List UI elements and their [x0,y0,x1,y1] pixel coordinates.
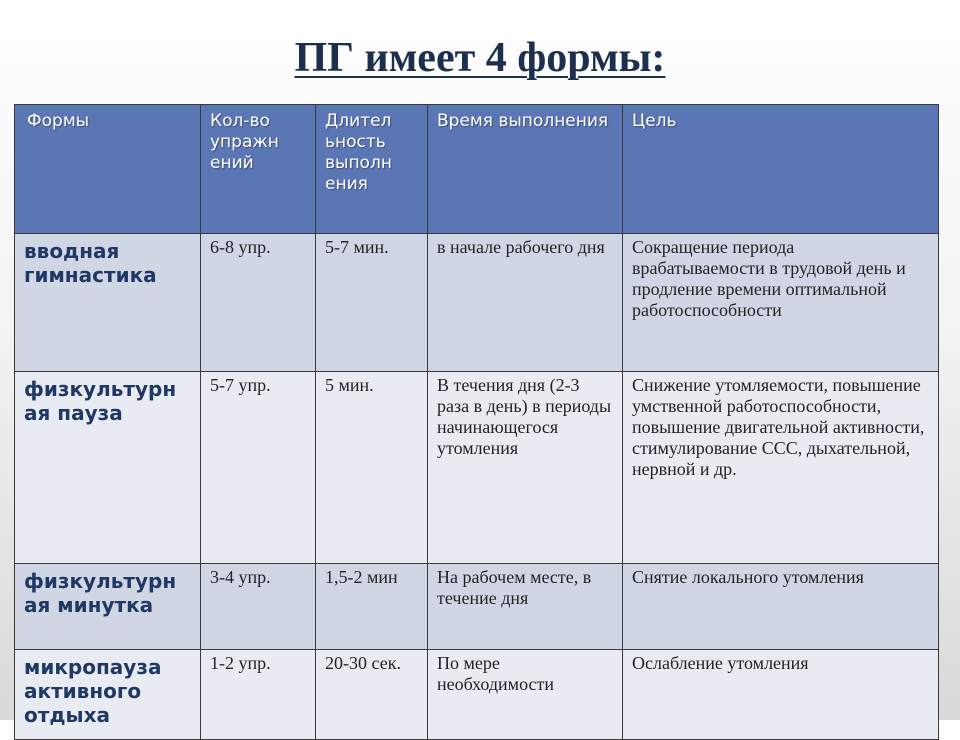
duration-cell: 5-7 мин. [316,234,428,372]
time-cell: В течения дня (2-3 раза в день) в периоды начинающегося утомления [428,372,623,564]
time-cell: в начале рабочего дня [428,234,623,372]
exercise-count-cell: 6-8 упр. [201,234,316,372]
time-cell: На рабочем месте, в течение дня [428,564,623,650]
form-name-cell: микропауза активного отдыха [15,650,201,740]
exercise-count-cell: 5-7 упр. [201,372,316,564]
goal-cell: Снятие локального утомления [623,564,939,650]
duration-cell: 5 мин. [316,372,428,564]
form-name-cell: вводная гимнастика [15,234,201,372]
exercise-count-cell: 1-2 упр. [201,650,316,740]
table-row [15,650,939,740]
form-name-cell: физкультурн ая минутка [15,564,201,650]
header-forms: Формы [15,105,201,234]
table-header-row [15,105,939,234]
goal-cell: Ослабление утомления [623,650,939,740]
header-goal: Цель [623,105,939,234]
header-exercise-count: Кол-во упражн ений [201,105,316,234]
exercise-count-cell: 3-4 упр. [201,564,316,650]
duration-cell: 1,5-2 мин [316,564,428,650]
table-row [15,234,939,372]
form-name-cell: физкультурн ая пауза [15,372,201,564]
slide-title: ПГ имеет 4 формы: [294,35,666,81]
time-cell: По мере необходимости [428,650,623,740]
duration-cell: 20-30 сек. [316,650,428,740]
header-duration: Длител ьность выполн ения [316,105,428,234]
goal-cell: Снижение утомляемости, повышение умственной работоспособности, повышение двигательной активности, стимулирование ССС, дыхательной, нервной и др. [623,372,939,564]
table-row [15,372,939,564]
goal-cell: Сокращение периода врабатываемости в трудовой день и продление времени оптимальной работоспособности [623,234,939,372]
gymnastics-forms-table [14,104,939,740]
table-row [15,564,939,650]
header-time-of-execution: Время выполнения [428,105,623,234]
